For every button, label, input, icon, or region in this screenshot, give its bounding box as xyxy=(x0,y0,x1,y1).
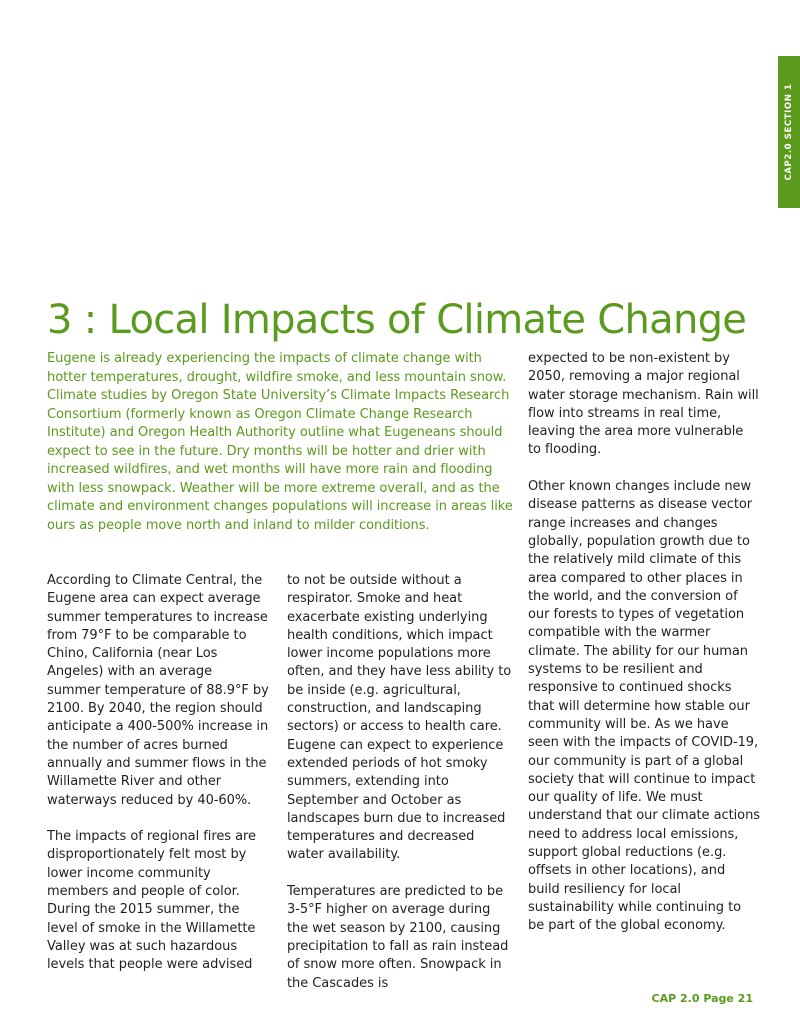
column2-paragraph-1: to not be outside without a respirator. Smoke and heat exacerbate existing underlying health conditions, which impact lower income populations more often, and they have less ability to be inside (e.g. agricultural, construction, and landscaping sectors) or access to health care. Eugene can expect to experience extended periods of hot smoky summers, extending into September and October as landscapes burn due to increased temperatures and decreased water availability. xyxy=(287,573,512,863)
intro-paragraph: Eugene is already experiencing the impacts of climate change with hotter temperatures, drought, wildfire smoke, and less mountain snow. Climate studies by Oregon State University’s Climate Impacts Research Consortium (formerly known as Oregon Climate Change Research Institute) and Oregon Health Authority outline what Eugeneans should expect to see in the future. Dry months will be hotter and drier with increased wildfires, and wet months will have more rain and flooding with less snowpack. Weather will be more extreme overall, and as the climate and environment changes populations will increase in areas like ours as people move north and inland to milder conditions. xyxy=(47,351,513,533)
page-title: 3 : Local Impacts of Climate Change xyxy=(47,297,747,343)
page-number: CAP 2.0 Page 21 xyxy=(651,992,753,1005)
column3-paragraph-1: expected to be non-existent by 2050, removing a major regional water storage mechanism. Rain will flow into streams in real time, leaving the area more vulnerable to flooding. xyxy=(528,351,759,458)
section-tab xyxy=(778,56,800,208)
column1-paragraph-2: The impacts of regional fires are disproportionately felt most by lower income community members and people of color. During the 2015 summer, the level of smoke in the Willamette Valley was at such hazardous levels that people were advised xyxy=(47,829,256,973)
text-column-2 xyxy=(287,572,512,993)
column1-paragraph-1: According to Climate Central, the Eugene area can expect average summer temperatures to increase from 79°F to be comparable to Chino, California (near Los Angeles) with an average summer temperature of 88.9°F by 2100. By 2040, the region should anticipate a 400-500% increase in the number of acres burned annually and summer flows in the Willamette River and other waterways reduced by 40-60%. xyxy=(47,573,269,808)
text-column-3 xyxy=(528,350,760,936)
column3-paragraph-2: Other known changes include new disease patterns as disease vector range increases and changes globally, population growth due to the relatively mild climate of this area compared to other places in the world, and the conversion of our forests to types of vegetation compatible with the warmer climate. The ability for our human systems to be resilient and responsive to continued shocks that will determine how stable our community will be. As we have seen with the impacts of COVID-19, our community is part of a global society that will continue to impact our quality of life. We must understand that our climate actions need to address local emissions, support global reductions (e.g. offsets in other locations), and build resiliency for local sustainability while continuing to be part of the global economy. xyxy=(528,479,761,934)
section-tab-label: CAP2.0 SECTION 1 xyxy=(784,83,794,181)
column2-paragraph-2: Temperatures are predicted to be 3-5°F higher on average during the wet season by 2100, causing precipitation to fall as rain instead of snow more often. Snowpack in the Cascades is xyxy=(287,884,509,991)
text-column-1 xyxy=(47,572,269,975)
